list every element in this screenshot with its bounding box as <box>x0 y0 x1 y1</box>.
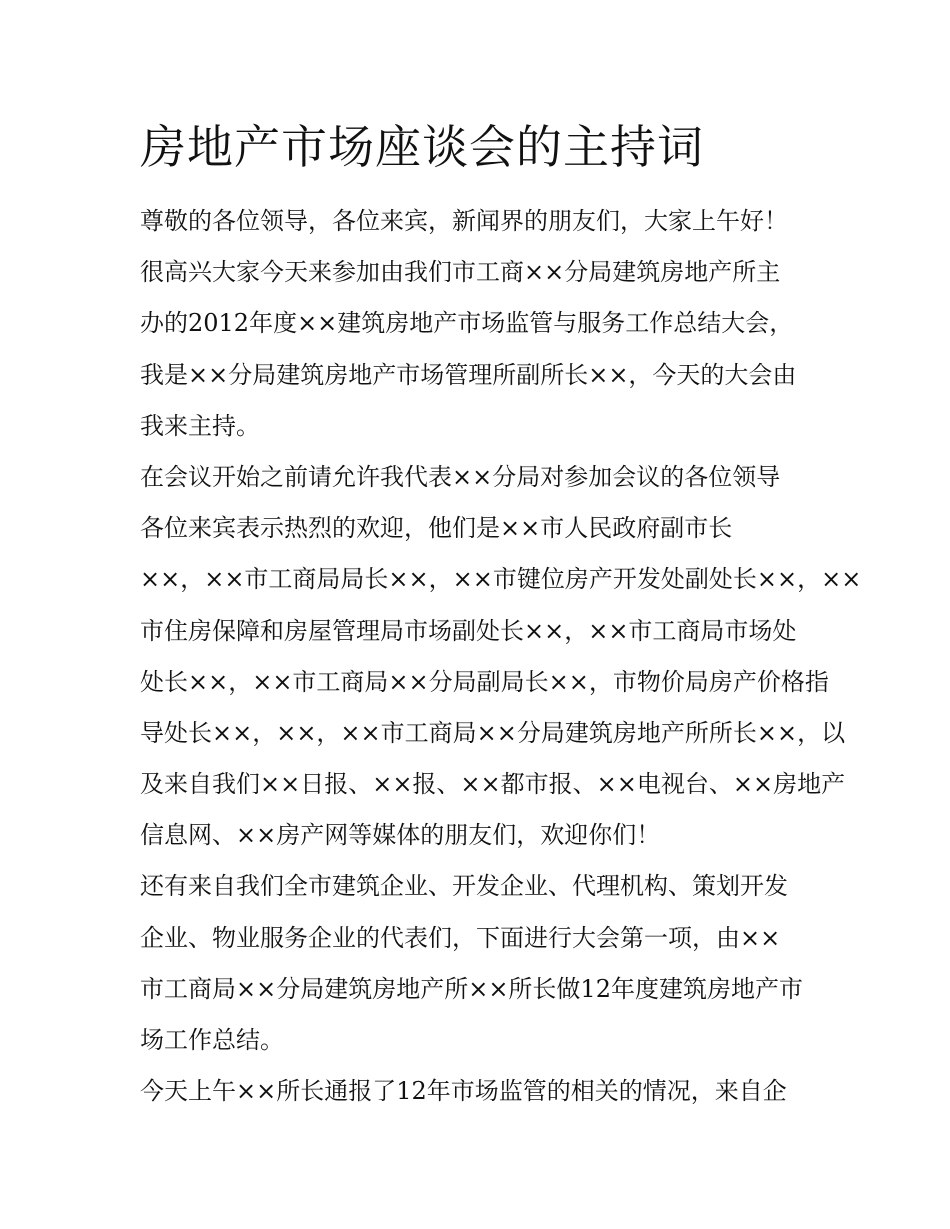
text-line: 今天上午××所长通报了12年市场监管的相关的情况，来自企 <box>140 1077 787 1106</box>
text-line: 办的2012年度××建筑房地产市场监管与服务工作总结大会， <box>140 309 794 338</box>
text-line: 企业、物业服务企业的代表们，下面进行大会第一项，由×× <box>140 923 781 952</box>
text-line: 在会议开始之前请允许我代表××分局对参加会议的各位领导 <box>140 462 781 491</box>
text-line: 市工商局××分局建筑房地产所××所长做12年度建筑房地产市 <box>140 974 803 1003</box>
text-line: 我来主持。 <box>140 411 260 440</box>
text-line: ××，××市工商局局长××，××市键位房产开发处副处长××，×× <box>140 565 862 594</box>
text-line: 市住房保障和房屋管理局市场副处长××，××市工商局市场处 <box>140 616 797 645</box>
document-body <box>140 196 862 1117</box>
document-title: 房地产市场座谈会的主持词 <box>140 120 704 174</box>
text-line: 场工作总结。 <box>140 1026 284 1054</box>
text-line: 及来自我们××日报、××报、××都市报、××电视台、××房地产 <box>140 770 846 799</box>
text-line: 处长××，××市工商局××分局副局长××，市物价局房产价格指 <box>140 667 829 696</box>
text-line: 我是××分局建筑房地产市场管理所副所长××，今天的大会由 <box>140 360 797 389</box>
text-line: 尊敬的各位领导，各位来宾，新闻界的朋友们，大家上午好！ <box>140 207 788 235</box>
text-line: 各位来宾表示热烈的欢迎，他们是××市人民政府副市长 <box>140 514 733 543</box>
text-line: 信息网、××房产网等媒体的朋友们，欢迎你们！ <box>140 821 661 850</box>
text-line: 导处长××，××，××市工商局××分局建筑房地产所所长××，以 <box>140 718 846 747</box>
text-line: 还有来自我们全市建筑企业、开发企业、代理机构、策划开发 <box>140 872 788 901</box>
text-line: 很高兴大家今天来参加由我们市工商××分局建筑房地产所主 <box>140 258 781 287</box>
